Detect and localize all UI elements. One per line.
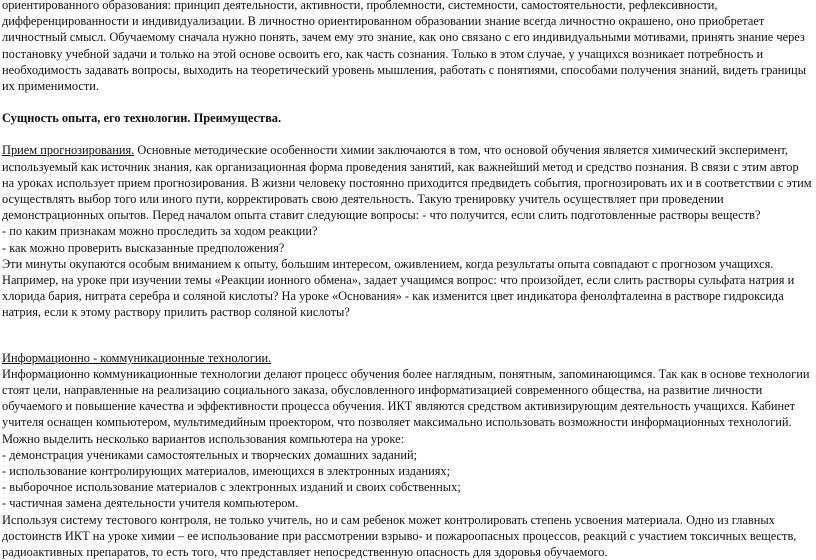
forecast-closing-paragraph: Эти минуты окупаются особым вниманием к опыту, большим интересом, оживлением, когда результаты опыта совпадают с прогнозом учащихся. Например, на уроке при изучении темы «Реакции ионного обмена», задает учащимся вопрос: что произойдет, если слить растворы сульфата натрия и хлорида бария, нитрата серебра и соляной кислоты? На уроке «Основания» - как изменится цвет индикатора фенолфталеина в растворе гидроксида натрия, если к этому раствору прилить раствор соляной кислоты? xyxy=(2,256,795,320)
spacer xyxy=(2,126,812,142)
forecast-question: - по каким признакам можно проследить за ходом реакции? xyxy=(2,224,318,239)
forecast-title: Прием прогнозирования. xyxy=(2,143,135,158)
ict-paragraph: Информационно коммуникационные технологии делают процесс обучения более наглядным, понятным, запоминающимся. Так как в основе технологии стоят цели, направленные на реализацию социального заказа, обусловленного информатизацией современного общества, на развитие личности обучаемого и повышение качества и эффективности процесса обучения. ИКТ являются средством активизирующим деятельность учащихся. Кабинет учителя оснащен компьютером, мультимедийным проектором, что позволяет максимально использовать возможности информационных технологий. xyxy=(2,366,810,430)
spacer xyxy=(2,321,812,350)
spacer xyxy=(2,94,812,110)
ict-title: Информационно - коммуникационные технологии. xyxy=(2,350,272,365)
intro-paragraph: ориентированного образования: принцип деятельности, активности, проблемности, системности, самостоятельности, рефлексивности, дифференцированности и индивидуализации. В личностно ориентированном образовании знание всегда личностно окрашено, оно приобретает личностный смысл. Обучаемому сначала нужно понять, зачем ему это знание, как оно связано с его индивидуальными мотивами, принять знание через постановку учебной задачи и только на этой основе освоить его, как часть сознания. Только в этом случае, у учащихся возникает потребность и необходимость задавать вопросы, выходить на теоретический уровень мышления, работать с понятиями, способами получения знаний, видеть границы их применимости. xyxy=(2,0,807,94)
section-heading: Сущность опыта, его технологии. Преимущества. xyxy=(2,111,282,126)
forecast-question: - как можно проверить высказанные предположения? xyxy=(2,240,285,255)
ict-list-item: - демонстрация учениками самостоятельных и творческих домашних заданий; xyxy=(2,447,418,462)
forecast-paragraph xyxy=(2,142,812,223)
document-page xyxy=(2,0,812,560)
ict-list-item: - использование контролирующих материалов, имеющихся в электронных изданиях; xyxy=(2,464,451,479)
ict-list-item: - выборочное использование материалов с электронных изданий и своих собственных; xyxy=(2,480,461,495)
ict-closing-paragraph: Используя систему тестового контроля, не только учитель, но и сам ребенок может контролировать степень усвоения материала. Одно из главных достоинств ИКТ на уроке химии – ее использование при рассмотрении взрыво- и пожароопасных процессов, реакций с участием токсичных веществ, радиоактивных препаратов, то есть того, что представляет непосредственную опасность для здоровья обучаемого. xyxy=(2,512,797,560)
forecast-text: Основные методические особенности химии заключаются в том, что основой обучения является химический эксперимент, используемый как источник знания, как организационная форма проведения занятий, как важнейший метод и средство познания. В связи с этим автор на уроках использует прием прогнозирования. В жизни человеку постоянно приходится предвидеть события, прогнозировать их и в соответствии с этим осуществлять выбор того или иного пути, корректировать свою деятельность. Такую тренировку учитель осуществляет при проведении демонстрационных опытов. Перед началом опыта ставит следующие вопросы: - что получится, если слить подготовленные растворы веществ? xyxy=(2,143,812,223)
ict-list-item: - частичная замена деятельности учителя компьютером. xyxy=(2,496,299,511)
ict-list-intro: Можно выделить несколько вариантов использования компьютера на уроке: xyxy=(2,431,405,446)
